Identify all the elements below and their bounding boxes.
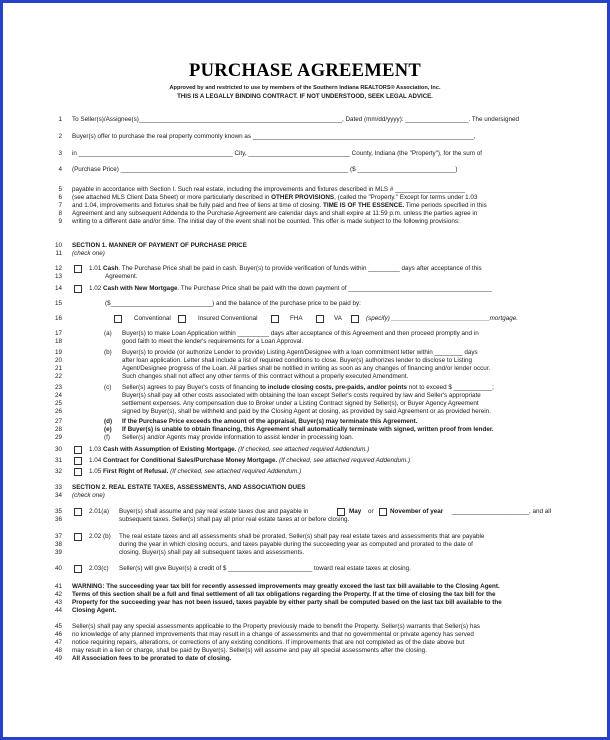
line-number: 12 [54,265,62,272]
item-line: Seller(s) and/or Agents may provide information to assist lender in processing loan. [122,434,354,441]
option-1-02: 1.02 Cash with New Mortgage. The Purchase Price shall be paid with the down payment of _________________________________________ [89,285,492,292]
association-fees-line: All Association fees to be prorated to date of closing. [72,655,232,662]
first-right-refusal-checkbox[interactable] [74,468,82,476]
conventional-label: Conventional [134,315,171,322]
line-number: 1 [58,116,62,123]
warning-line: WARNING: The succeeding year tax bill for recently assessed improvements may greatly exceed the last tax bill available to the Closing Agent. [72,583,500,590]
tax-year-field[interactable]: ______________________, and all [452,508,552,515]
line-number: 43 [54,599,62,606]
fha-label: FHA [290,315,303,322]
item-line: closing. Buyer(s) shall pay all subsequent taxes and assessments. [119,549,305,556]
paragraph-line: and 1.04, improvements and fixtures shall be fully paid and free of liens at time of closing. TIME IS OF THE ESSENCE. Time periods specified in this [72,202,487,209]
paragraph-line: notice requiring repairs, alterations, or corrections of any existing conditions. If improvements that are not completed as of the date above but [72,639,465,646]
conditional-sales-checkbox[interactable] [74,457,82,465]
warning-line: Terms of this section shall be a full and final settlement of all tax obligations regarding the Property. If at the time of closing the tax bill for the [72,591,496,598]
item-line: Buyer(s) to provide (or authorize Lender to provide) Listing Agent/Designee with a loan commitment letter within ________ days [122,349,478,356]
va-checkbox[interactable] [316,315,324,323]
city-county-line[interactable]: in ____________________________________________ City, _____________________________ County, Indiana (the "Property"), for the sum of [72,150,483,157]
line-number: 15 [54,300,62,307]
item-tag: (d) [104,418,113,425]
check-one-note: (check one) [72,250,105,257]
or-label: or [368,508,374,515]
option-1-01-cont: Agreement. [105,273,138,280]
line-number: 38 [54,541,62,548]
seller-dated-line[interactable]: To Seller(s)/Assignee(s)__________________________________________________________, Dated (mm/dd/yyyy): __________________. The undersigned [72,116,519,123]
purchase-price-line[interactable]: (Purchase Price) _________________________________________________________________ ($ ____________________________) [72,166,458,173]
item-line: Such changes shall not affect any other terms of this contract without a properly executed Amendment. [122,373,409,380]
property-address-line[interactable]: Buyer(s) offer to purchase the real property commonly known as _______________________________________________________________, [72,133,476,140]
prorated-taxes-checkbox[interactable] [74,533,82,541]
tax-credit-line[interactable]: Seller(s) will give Buyer(s) a credit of $ ________________________ toward real estate taxes at closing. [119,565,411,572]
line-number: 39 [54,549,62,556]
line-number: 35 [54,508,62,515]
line-number: 36 [54,516,62,523]
line-number: 47 [54,639,62,646]
warning-line: Closing Agent. [72,607,117,614]
line-number: 31 [54,457,62,464]
item-line: during the year in which closing occurs, and taxes payable during the succeeding year as computed and prorated to the date of [119,541,473,548]
line-number: 33 [54,484,62,491]
line-number: 3 [58,150,62,157]
item-line: settlement expenses. Any compensation due to Broker under a Listing Contract signed by Seller(s), or Buyer Agency Agreement [122,400,479,407]
paragraph-line: no knowledge of any planned improvements that may result in a change of assessments and that no governmental or private agency has served [72,631,474,638]
item-line: after loan application. Letter shall include a list of required conditions to close. Buyer(s) authorizes lender to disclose to Listing [122,357,473,364]
november-label: November of year [390,508,444,515]
line-number: 46 [54,631,62,638]
line-number: 18 [54,338,62,345]
buyer-assume-taxes-checkbox[interactable] [74,508,82,516]
item-tag: (e) [104,426,112,433]
line-number: 9 [58,218,62,225]
line-number: 5 [58,186,62,193]
line-number: 40 [54,565,62,572]
line-number: 23 [54,384,62,391]
line-number: 49 [54,655,62,662]
line-number: 17 [54,330,62,337]
line-number: 30 [54,446,62,453]
line-number: 14 [54,285,62,292]
line-number: 8 [58,210,62,217]
item-line: Buyer(s) shall assume and pay real estate taxes due and payable in [119,508,309,515]
fha-checkbox[interactable] [271,315,279,323]
insured-conventional-checkbox[interactable] [178,315,186,323]
line-number: 25 [54,400,62,407]
line-number: 22 [54,373,62,380]
conventional-checkbox[interactable] [114,315,122,323]
line-number: 7 [58,202,62,209]
item-tag: (f) [104,434,110,441]
item-line: If Buyer(s) is unable to obtain financing, this Agreement shall automatically terminate with signed, written proof from lender. [122,426,494,433]
line-number: 32 [54,468,62,475]
specify-mortgage-line[interactable]: (specify) ____________________________mortgage. [366,315,518,322]
line-number: 42 [54,591,62,598]
line-number: 44 [54,607,62,614]
line-number: 20 [54,357,62,364]
option-1-01: 1.01 Cash. The Purchase Price shall be paid in cash. Buyer(s) to provide verification of funds within _________ days after acceptance of this [89,265,482,272]
binding-contract-notice: THIS IS A LEGALLY BINDING CONTRACT. IF NOT UNDERSTOOD, SEEK LEGAL ADVICE. [177,93,433,100]
may-checkbox[interactable] [337,508,345,516]
line-number: 27 [54,418,62,425]
insured-conventional-label: Insured Conventional [198,315,258,322]
assumption-checkbox[interactable] [74,446,82,454]
line-number: 29 [54,434,62,441]
line-number: 19 [54,349,62,356]
item-line: Seller(s) agrees to pay Buyer's costs of financing to include closing costs, pre-paids, and/or points not to exceed $ ___________; [122,384,494,391]
item-line: Buyer(s) shall pay all other costs associated with obtaining the loan except Seller's costs required by law and Seller's appropriate [122,392,481,399]
line-number: 45 [54,623,62,630]
balance-line[interactable]: ($_____________________________) and the balance of the purchase price to be paid by: [105,300,361,307]
approval-line: Approved by and restricted to use by members of the Southern Indiana REALTORS® Association, Inc. [169,85,441,91]
tax-credit-checkbox[interactable] [74,565,82,573]
paragraph-line: payable in accordance with Section I. Such real estate, including the improvements and fixtures described in MLS # ____________________ [72,186,466,193]
paragraph-line: Agreement and any subsequent Addenda to the Purchase Agreement are calendar days and shall expire at 11:59 p.m. unless the parties agree in [72,210,478,217]
option-1-04: 1.04 Contract for Conditional Sales/Purchase Money Mortgage. (If checked, see attached required Addendum.) [89,457,411,464]
item-line: Agent/Designee progress of the Loan. All parties shall be notified in writing as soon as any changes of financing and/or lender occur. [122,365,491,372]
item-line: Buyer(s) to make Loan Application within _________ days after acceptance of this Agreement and then proceed promptly and in [122,330,479,337]
section-2-heading: SECTION 2. REAL ESTATE TAXES, ASSESSMENTS, AND ASSOCIATION DUES [72,484,306,491]
document-title: PURCHASE AGREEMENT [188,61,422,81]
paragraph-line: writing to a different date and/or time. The initial day of the event shall not be counted. This offer is made subject to the following provisions: [72,218,460,225]
line-number: 2 [58,133,62,140]
item-line: If the Purchase Price exceeds the amount of the appraisal, Buyer(s) may terminate this Agreement. [122,418,418,425]
cash-new-mortgage-checkbox[interactable] [74,285,82,293]
line-number: 21 [54,365,62,372]
line-number: 4 [58,166,62,173]
line-number: 24 [54,392,62,399]
paragraph-line: may result in a lien or charge, shall be paid by Buyer(s). Seller(s) will assume and pay all special assessments after the closing. [72,647,427,654]
line-number: 26 [54,408,62,415]
november-checkbox[interactable] [379,508,387,516]
line-number: 34 [54,492,62,499]
specify-checkbox[interactable] [351,315,359,323]
paragraph-line: Seller(s) shall pay any special assessments applicable to the Property previously made to benefit the Property. Seller(s) warrants that Seller(s) has [72,623,480,630]
item-line: good faith to meet the lender's requirements for a Loan Approval. [122,338,304,345]
item-line: signed by Buyer(s), shall be withheld and paid by the Closing Agent at closing, as provided by said Agreement or as provided herein. [122,408,491,415]
item-tag: 2.02 (b) [89,533,111,540]
item-line: The real estate taxes and all assessments shall be prorated. Seller(s) shall pay real estate taxes and assessments that are payable [119,533,485,540]
warning-line: Property for the succeeding year has not been issued, taxes payable by either party shall be computed based on the last tax bill available to the [72,599,502,606]
va-label: VA [334,315,342,322]
item-tag: (a) [104,330,112,337]
line-number: 16 [54,315,62,322]
line-number: 11 [55,250,62,257]
line-number: 28 [54,426,62,433]
paragraph-line: (see attached MLS Client Data Sheet) or more particularly described in OTHER PROVISIONS, (called the "Property." Except for terms under 1.03 [72,194,478,201]
line-number: 41 [54,583,62,590]
cash-checkbox[interactable] [74,265,82,273]
item-tag: 2.03(c) [89,565,109,572]
item-tag: (b) [104,349,112,356]
line-number: 10 [54,242,62,249]
item-tag: 2.01(a) [89,508,109,515]
may-label: May [349,508,362,515]
item-line: subsequent taxes. Seller(s) shall pay all prior real estate taxes at or before closing. [119,516,350,523]
item-tag: (c) [104,384,112,391]
option-1-05: 1.05 First Right of Refusal. (If checked, see attached required Addendum.) [89,468,302,475]
line-number: 37 [54,533,62,540]
section-1-heading: SECTION 1. MANNER OF PAYMENT OF PURCHASE PRICE [72,242,247,249]
check-one-note: (check one) [72,492,105,499]
line-number: 13 [54,273,62,280]
line-number: 6 [58,194,62,201]
option-1-03: 1.03 Cash with Assumption of Existing Mortgage. (If checked, see attached required Addendum.) [89,446,370,453]
line-number: 48 [54,647,62,654]
purchase-agreement-page [6,6,604,734]
